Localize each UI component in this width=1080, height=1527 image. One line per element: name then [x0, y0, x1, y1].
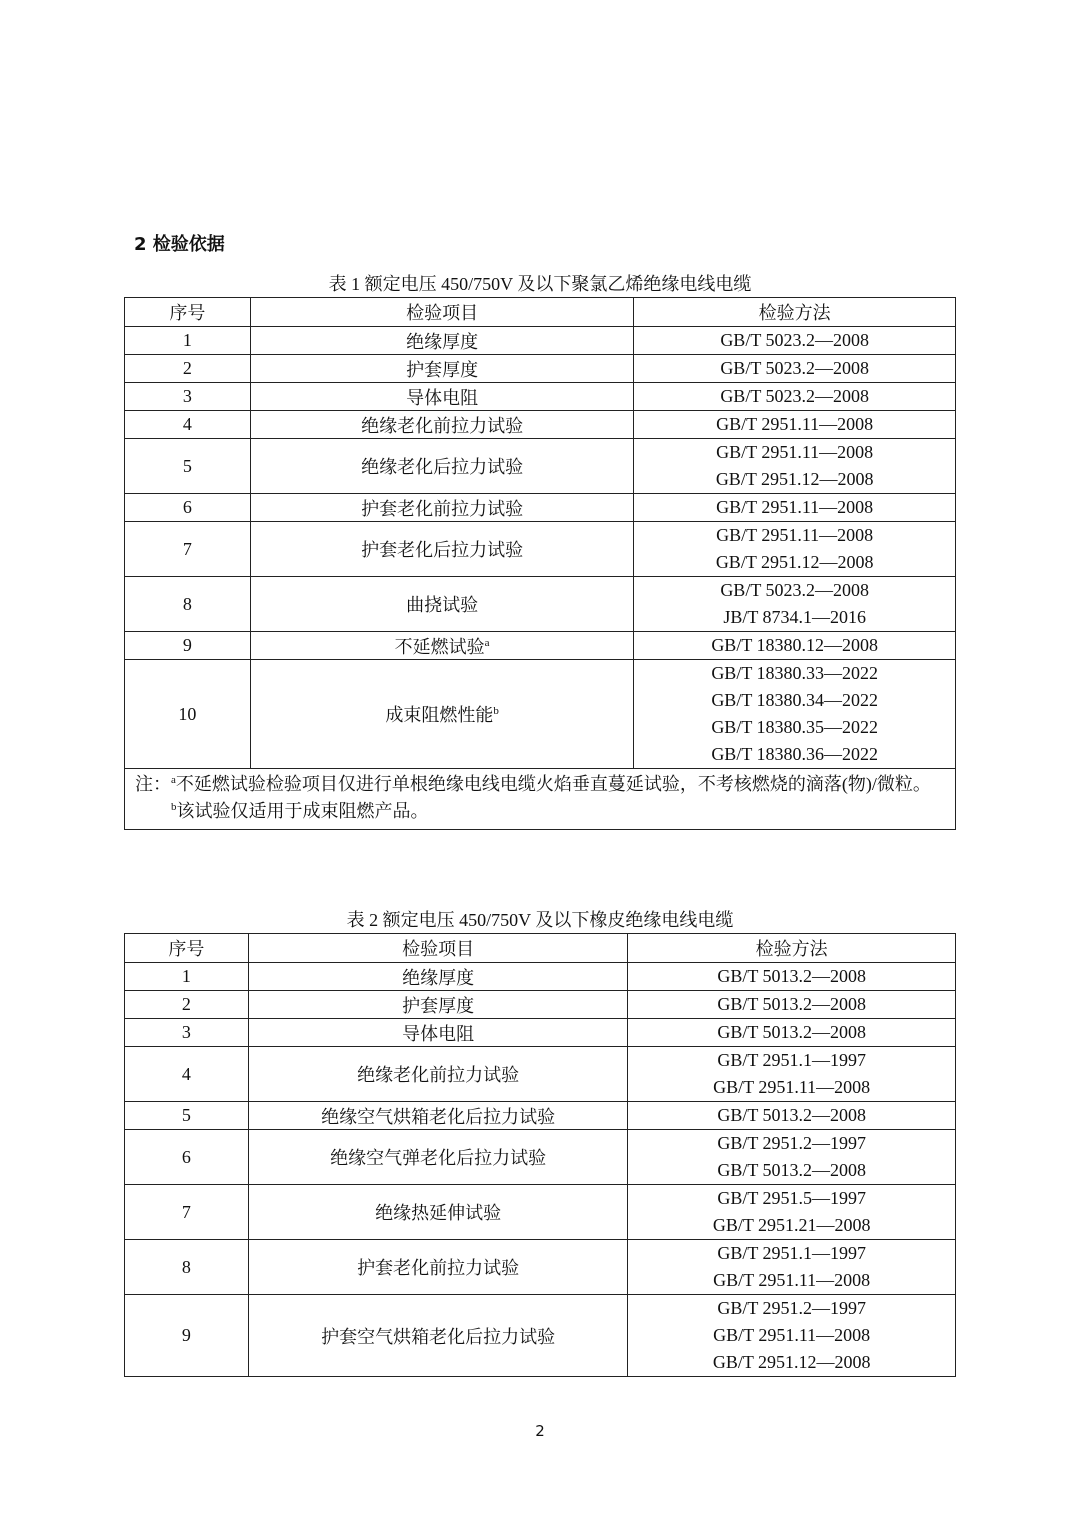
- table-row: [125, 1185, 956, 1240]
- table-row: [125, 327, 956, 355]
- table2-caption: 表 2 额定电压 450/750V 及以下橡皮绝缘电线电缆: [346, 910, 734, 930]
- test-methods: [628, 1295, 956, 1377]
- section-heading: 2 检验依据: [134, 234, 225, 255]
- table1-caption: 表 1 额定电压 450/750V 及以下聚氯乙烯绝缘电线电缆: [328, 274, 752, 294]
- test-item: [250, 660, 633, 769]
- note-b-mark: b: [171, 801, 177, 813]
- test-method: GB/T 2951.11—2008: [716, 497, 874, 517]
- test-method: GB/T 2951.12—2008: [712, 1352, 871, 1372]
- row-number: 4: [125, 411, 251, 439]
- test-methods: [628, 1240, 956, 1295]
- table-note-row: [125, 769, 956, 830]
- test-methods: [628, 1185, 956, 1240]
- test-methods: [634, 439, 956, 494]
- test-item: [248, 1240, 628, 1295]
- test-method: GB/T 2951.1—1997: [717, 1243, 867, 1263]
- table-row: [125, 577, 956, 632]
- test-method: GB/T 2951.2—1997: [717, 1298, 867, 1318]
- test-item-label: 导体电阻: [402, 1023, 475, 1044]
- test-method: GB/T 2951.11—2008: [713, 1077, 871, 1097]
- test-item: [250, 327, 633, 355]
- test-methods: [634, 355, 956, 383]
- table-row: [125, 1240, 956, 1295]
- footnote-mark: b: [493, 705, 499, 717]
- table-row: [125, 632, 956, 660]
- test-method: GB/T 5013.2—2008: [717, 1105, 867, 1125]
- test-item: [250, 411, 633, 439]
- row-number: 5: [125, 1102, 249, 1130]
- header-method: 检验方法: [628, 934, 956, 963]
- note-a-mark: a: [171, 774, 176, 786]
- row-number: 1: [125, 963, 249, 991]
- test-item: [248, 1295, 628, 1377]
- test-method: GB/T 2951.11—2008: [716, 525, 874, 545]
- test-item-label: 绝缘空气弹老化后拉力试验: [330, 1148, 547, 1168]
- row-number: 8: [125, 1240, 249, 1295]
- test-methods: [628, 1047, 956, 1102]
- test-item: [248, 1019, 628, 1047]
- table-row: [125, 1295, 956, 1377]
- test-item-label: 护套老化后拉力试验: [361, 540, 524, 560]
- row-number: 4: [125, 1047, 249, 1102]
- row-number: 5: [125, 439, 251, 494]
- test-item: [250, 632, 633, 660]
- test-methods: [634, 411, 956, 439]
- row-number: 9: [125, 632, 251, 660]
- row-number: 2: [125, 355, 251, 383]
- row-number: 7: [125, 1185, 249, 1240]
- test-method: GB/T 18380.12—2008: [711, 635, 878, 655]
- test-method: GB/T 2951.11—2008: [716, 442, 874, 462]
- table-row: [125, 411, 956, 439]
- header-item: 检验项目: [248, 934, 628, 963]
- test-method: GB/T 5023.2—2008: [720, 580, 869, 600]
- test-item: [248, 1185, 628, 1240]
- test-methods: [634, 577, 956, 632]
- test-method: GB/T 18380.35—2022: [711, 717, 878, 737]
- test-method: GB/T 2951.2—1997: [717, 1133, 867, 1153]
- table-header-row: [125, 934, 956, 963]
- test-item-label: 护套老化前拉力试验: [361, 498, 524, 519]
- test-item-label: 护套厚度: [402, 995, 475, 1016]
- header-item: 检验项目: [250, 298, 633, 327]
- test-method: GB/T 2951.11—2008: [713, 1325, 871, 1345]
- test-method: GB/T 2951.12—2008: [715, 469, 874, 489]
- header-no: 序号: [125, 298, 251, 327]
- test-item: [248, 1102, 628, 1130]
- table-row: [125, 522, 956, 577]
- header-no: 序号: [125, 934, 249, 963]
- table-row: [125, 1130, 956, 1185]
- test-method: GB/T 5023.2—2008: [720, 386, 869, 406]
- table-row: [125, 1047, 956, 1102]
- header-method: 检验方法: [634, 298, 956, 327]
- test-methods: [628, 1130, 956, 1185]
- test-methods: [628, 991, 956, 1019]
- test-method: GB/T 5013.2—2008: [717, 1160, 867, 1180]
- row-number: 2: [125, 991, 249, 1019]
- row-number: 3: [125, 383, 251, 411]
- test-item: [250, 355, 633, 383]
- test-item: [250, 439, 633, 494]
- test-item: [248, 1047, 628, 1102]
- test-methods: [634, 522, 956, 577]
- test-method: GB/T 5013.2—2008: [717, 994, 867, 1014]
- row-number: 6: [125, 1130, 249, 1185]
- test-methods: [634, 660, 956, 769]
- test-methods: [634, 383, 956, 411]
- test-item-label: 绝缘老化后拉力试验: [361, 457, 524, 477]
- table2: [124, 933, 956, 1377]
- test-method: GB/T 18380.34—2022: [711, 690, 878, 710]
- test-methods: [634, 327, 956, 355]
- test-item-label: 成束阻燃性能: [385, 705, 494, 725]
- table-row: [125, 991, 956, 1019]
- test-item: [248, 991, 628, 1019]
- test-item-label: 导体电阻: [406, 387, 479, 408]
- test-item-label: 护套厚度: [406, 359, 479, 380]
- test-item: [250, 577, 633, 632]
- row-number: 1: [125, 327, 251, 355]
- test-methods: [634, 494, 956, 522]
- test-item-label: 绝缘厚度: [402, 967, 475, 988]
- test-methods: [628, 1019, 956, 1047]
- test-method: GB/T 2951.5—1997: [717, 1188, 867, 1208]
- test-item-label: 不延燃试验: [394, 636, 485, 657]
- table-row: [125, 383, 956, 411]
- table1: [124, 297, 956, 830]
- test-item-label: 曲挠试验: [406, 595, 479, 615]
- test-methods: [628, 963, 956, 991]
- test-method: GB/T 18380.33—2022: [711, 663, 878, 683]
- test-method: GB/T 5023.2—2008: [720, 358, 869, 378]
- table-row: [125, 439, 956, 494]
- table-note: [125, 769, 956, 830]
- test-method: GB/T 5023.2—2008: [720, 330, 869, 350]
- test-item-label: 护套空气烘箱老化后拉力试验: [321, 1326, 556, 1347]
- note-prefix: 注：: [135, 774, 171, 794]
- table-row: [125, 1102, 956, 1130]
- test-methods: [628, 1102, 956, 1130]
- test-item-label: 绝缘老化前拉力试验: [361, 415, 524, 436]
- table-row: [125, 355, 956, 383]
- test-method: GB/T 2951.12—2008: [715, 552, 874, 572]
- note-a: 不延燃试验检验项目仅进行单根绝缘电线电缆火焰垂直蔓延试验，不考核燃烧的滴落(物)/微粒。: [175, 774, 931, 794]
- test-method: GB/T 2951.11—2008: [716, 414, 874, 434]
- note-b: 该试验仅适用于成束阻燃产品。: [176, 801, 429, 821]
- test-item: [248, 1130, 628, 1185]
- test-item-label: 绝缘厚度: [406, 331, 479, 352]
- test-item-label: 护套老化前拉力试验: [357, 1258, 520, 1278]
- test-item: [248, 963, 628, 991]
- table-row: [125, 494, 956, 522]
- row-number: 10: [125, 660, 251, 769]
- test-item-label: 绝缘热延伸试验: [375, 1203, 502, 1223]
- table-row: [125, 963, 956, 991]
- table-row: [125, 1019, 956, 1047]
- row-number: 3: [125, 1019, 249, 1047]
- table-row: [125, 660, 956, 769]
- footnote-mark: a: [484, 636, 490, 649]
- table-header-row: [125, 298, 956, 327]
- test-method: GB/T 5013.2—2008: [717, 966, 867, 986]
- row-number: 7: [125, 522, 251, 577]
- test-method: GB/T 18380.36—2022: [711, 744, 878, 764]
- test-item: [250, 383, 633, 411]
- row-number: 9: [125, 1295, 249, 1377]
- test-method: GB/T 2951.11—2008: [713, 1270, 871, 1290]
- test-item: [250, 522, 633, 577]
- test-item-label: 绝缘空气烘箱老化后拉力试验: [321, 1106, 556, 1127]
- test-methods: [634, 632, 956, 660]
- test-method: GB/T 5013.2—2008: [717, 1022, 867, 1042]
- row-number: 8: [125, 577, 251, 632]
- page-number: 2: [535, 1422, 545, 1440]
- test-method: GB/T 2951.1—1997: [717, 1050, 867, 1070]
- test-item: [250, 494, 633, 522]
- test-method: JB/T 8734.1—2016: [723, 607, 866, 627]
- test-method: GB/T 2951.21—2008: [712, 1215, 871, 1235]
- test-item-label: 绝缘老化前拉力试验: [357, 1065, 520, 1085]
- row-number: 6: [125, 494, 251, 522]
